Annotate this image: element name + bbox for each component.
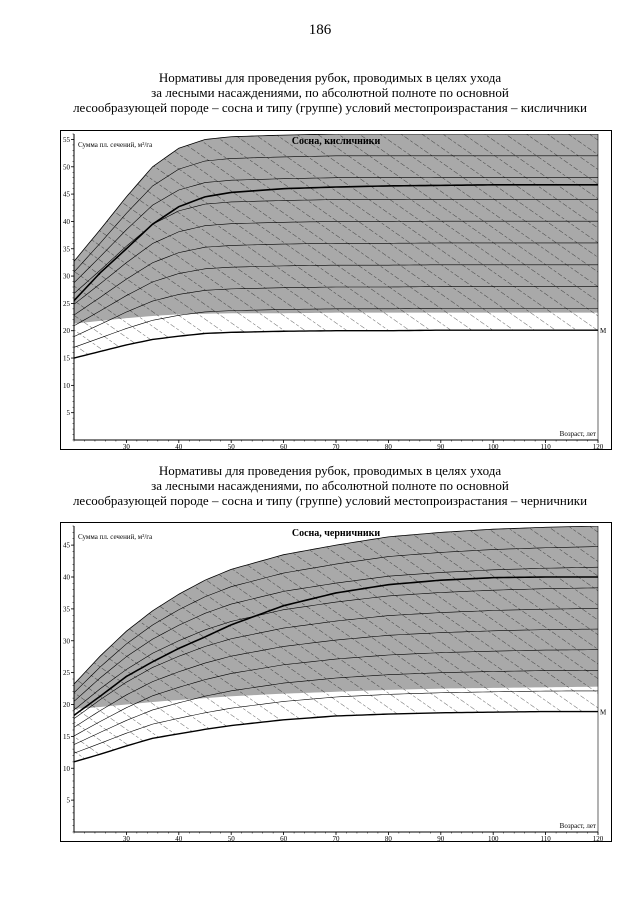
heading-line: Нормативы для проведения рубок, проводимых в целях ухода (158, 463, 502, 478)
x-tick-label: 80 (384, 835, 392, 842)
y-axis-label: Сумма пл. сечений, м²/га (78, 533, 153, 541)
x-tick-label: 80 (384, 443, 392, 450)
y-tick-label: 10 (63, 381, 70, 390)
y-tick-label: 45 (63, 541, 70, 550)
y-tick-label: 35 (63, 605, 70, 614)
y-tick-label: 5 (66, 409, 70, 418)
series-label-m: M (600, 708, 607, 717)
y-tick-label: 25 (63, 669, 70, 678)
series-label-m: M (600, 327, 607, 336)
y-tick-label: 25 (63, 299, 70, 308)
x-tick-label: 110 (540, 835, 551, 842)
x-tick-label: 70 (332, 443, 340, 450)
x-axis-label: Возраст, лет (559, 822, 596, 830)
y-tick-label: 5 (66, 796, 70, 805)
y-tick-label: 30 (63, 272, 70, 281)
hatched-region (74, 134, 598, 358)
y-tick-label: 30 (63, 637, 70, 646)
x-tick-label: 30 (122, 835, 130, 842)
y-tick-label: 45 (63, 190, 70, 199)
x-tick-label: 90 (437, 835, 445, 842)
y-tick-label: 40 (63, 573, 70, 582)
x-tick-label: 60 (280, 835, 288, 842)
x-tick-label: 40 (175, 835, 183, 842)
y-tick-label: 20 (63, 701, 70, 709)
heading-line: лесообразующей породе – сосна и типу (группе) условий местопроизрастания – черничники (72, 493, 588, 508)
x-tick-label: 60 (280, 443, 288, 450)
y-tick-label: 50 (63, 163, 70, 172)
y-axis-label: Сумма пл. сечений, м²/га (78, 141, 153, 149)
page-number: 186 (308, 22, 332, 38)
heading-line: лесообразующей породе – сосна и типу (группе) условий местопроизрастания – кисличники (73, 100, 587, 115)
chart-heading-kislichniki (40, 70, 620, 115)
chart-chernichniki (60, 522, 612, 842)
heading-line: за лесными насаждениями, по абсолютной полноте по основной (151, 85, 509, 100)
x-tick-label: 70 (332, 835, 340, 842)
y-tick-label: 15 (63, 354, 70, 363)
x-tick-label: 120 (592, 835, 604, 842)
y-tick-label: 35 (63, 245, 70, 254)
x-tick-label: 90 (437, 443, 445, 450)
x-tick-label: 50 (227, 835, 235, 842)
heading-line: за лесными насаждениями, по абсолютной полноте по основной (151, 478, 509, 493)
x-tick-label: 30 (122, 443, 130, 450)
y-tick-label: 10 (63, 764, 70, 773)
y-tick-label: 15 (63, 732, 70, 741)
chart-title: Сосна, черничники (291, 528, 381, 539)
x-tick-label: 120 (592, 443, 604, 450)
x-axis-label: Возраст, лет (559, 430, 596, 438)
chart-kislichniki (60, 130, 612, 450)
x-tick-label: 110 (540, 443, 551, 450)
x-tick-label: 100 (487, 835, 499, 842)
y-tick-label: 40 (63, 217, 70, 226)
x-tick-label: 40 (175, 443, 183, 450)
y-tick-label: 55 (63, 135, 70, 144)
heading-line: Нормативы для проведения рубок, проводимых в целях ухода (158, 70, 502, 85)
x-tick-label: 100 (487, 443, 499, 450)
chart-heading-chernichniki (40, 463, 620, 508)
x-tick-label: 50 (227, 443, 235, 450)
y-tick-label: 20 (63, 327, 70, 336)
chart-title: Сосна, кисличники (291, 136, 381, 147)
